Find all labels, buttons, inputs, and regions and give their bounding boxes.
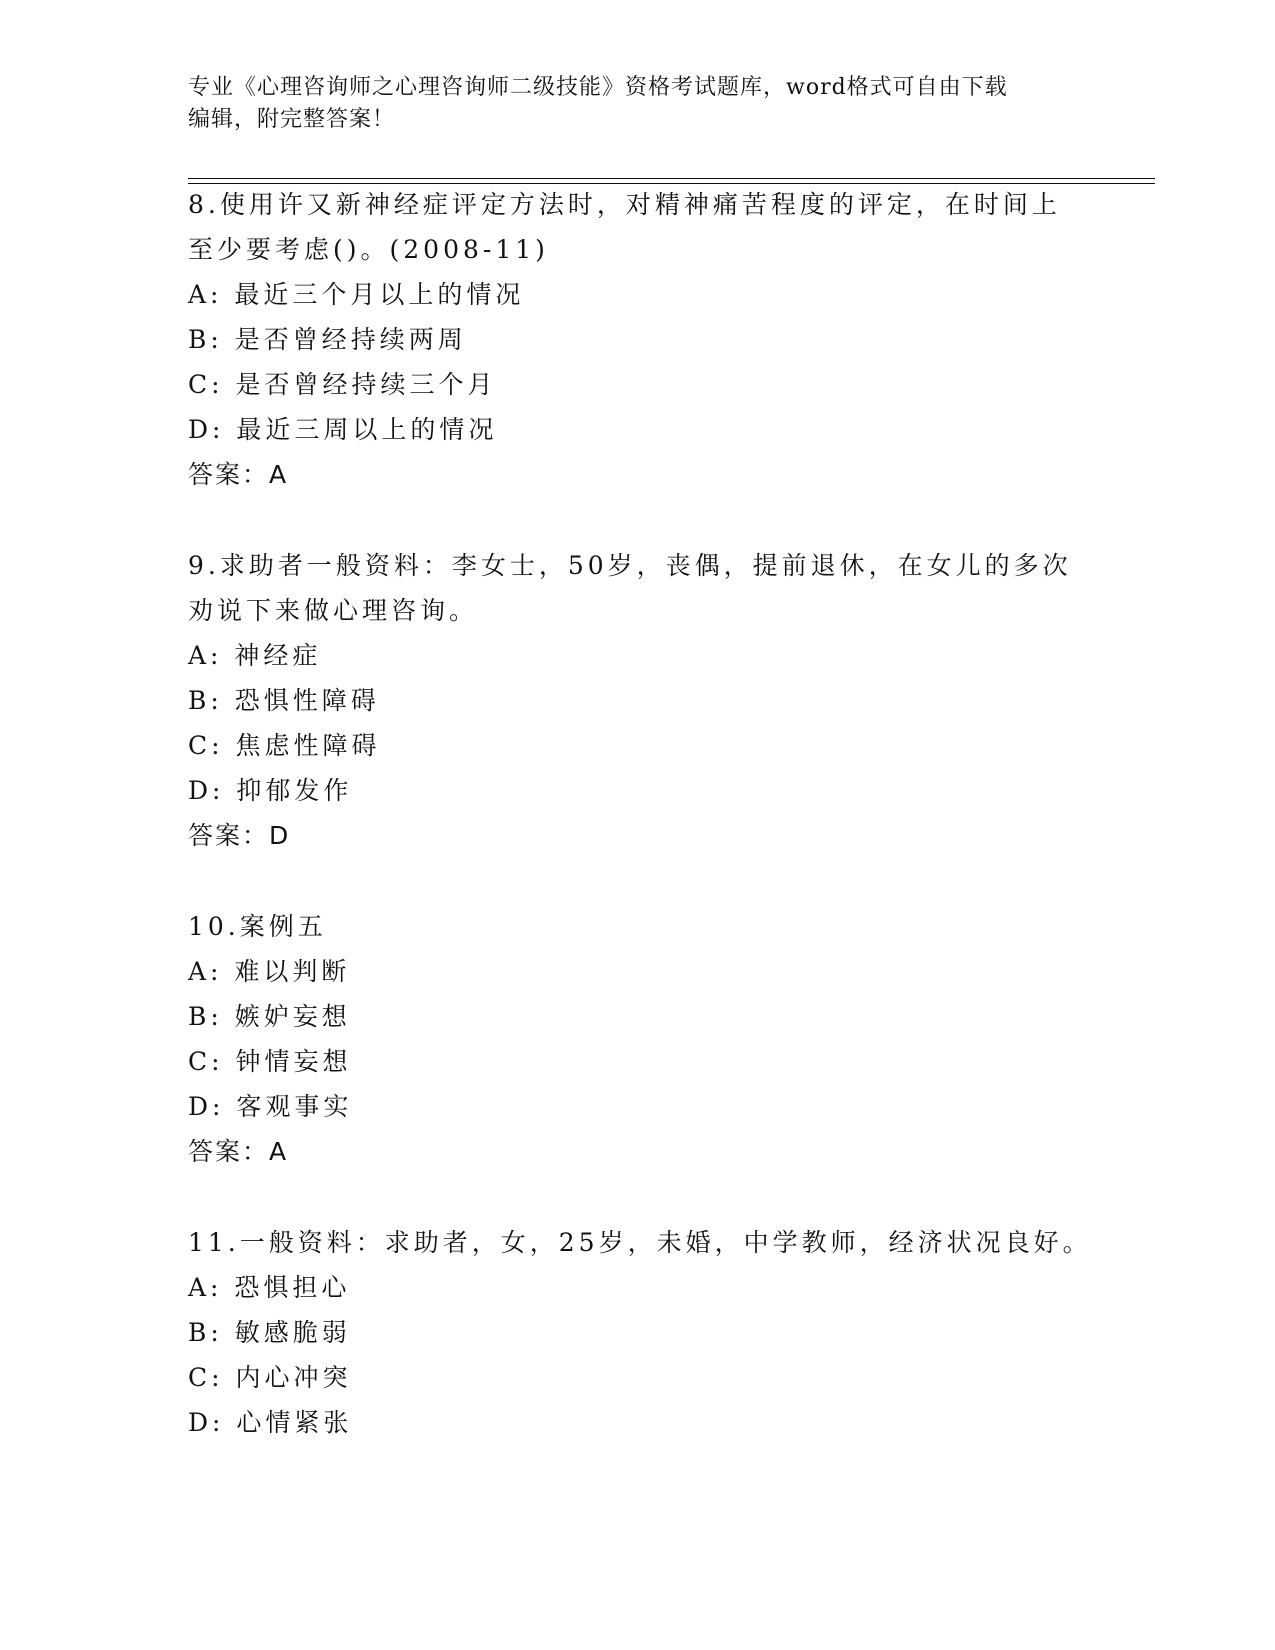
question-8-text-line-2: 至少要考虑()。(2008-11) — [188, 235, 549, 264]
question-8-option-b: B: 是否曾经持续两周 — [188, 325, 467, 354]
document-header — [188, 72, 1068, 136]
question-9-answer: 答案：D — [188, 821, 291, 850]
question-11-option-d: D: 心情紧张 — [188, 1408, 353, 1437]
question-8-answer: 答案：A — [188, 460, 289, 489]
question-11-option-a: A: 恐惧担心 — [188, 1273, 351, 1302]
header-divider-top — [188, 178, 1155, 179]
question-11-text-line-1: 11.一般资料：求助者，女，25岁，未婚，中学教师，经济状况良好。 — [188, 1228, 1092, 1257]
question-10-option-a: A: 难以判断 — [188, 957, 351, 986]
question-8-option-d: D: 最近三周以上的情况 — [188, 415, 498, 444]
question-10-text-line-1: 10.案例五 — [188, 912, 327, 941]
question-9-option-c: C: 焦虑性障碍 — [188, 731, 381, 760]
question-10-option-b: B: 嫉妒妄想 — [188, 1002, 351, 1031]
question-8-option-a: A: 最近三个月以上的情况 — [188, 280, 525, 309]
question-10-option-d: D: 客观事实 — [188, 1092, 353, 1121]
question-8-text-line-1: 8.使用许又新神经症评定方法时，对精神痛苦程度的评定，在时间上 — [188, 190, 1061, 219]
question-9-option-d: D: 抑郁发作 — [188, 776, 353, 805]
question-9-text-line-1: 9.求助者一般资料：李女士，50岁，丧偶，提前退休，在女儿的多次 — [188, 551, 1072, 580]
question-9-text-line-2: 劝说下来做心理咨询。 — [188, 596, 479, 625]
header-divider-bottom — [188, 183, 1155, 184]
question-11-option-c: C: 内心冲突 — [188, 1363, 352, 1392]
question-9-option-a: A: 神经症 — [188, 641, 322, 670]
question-10-option-c: C: 钟情妄想 — [188, 1047, 352, 1076]
question-9-option-b: B: 恐惧性障碍 — [188, 686, 380, 715]
question-10-answer: 答案：A — [188, 1137, 289, 1166]
header-line-2: 编辑，附完整答案！ — [188, 107, 396, 132]
header-line-1: 专业《心理咨询师之心理咨询师二级技能》资格考试题库，word格式可自由下载 — [188, 75, 1008, 100]
question-11-option-b: B: 敏感脆弱 — [188, 1318, 351, 1347]
question-8-option-c: C: 是否曾经持续三个月 — [188, 370, 497, 399]
